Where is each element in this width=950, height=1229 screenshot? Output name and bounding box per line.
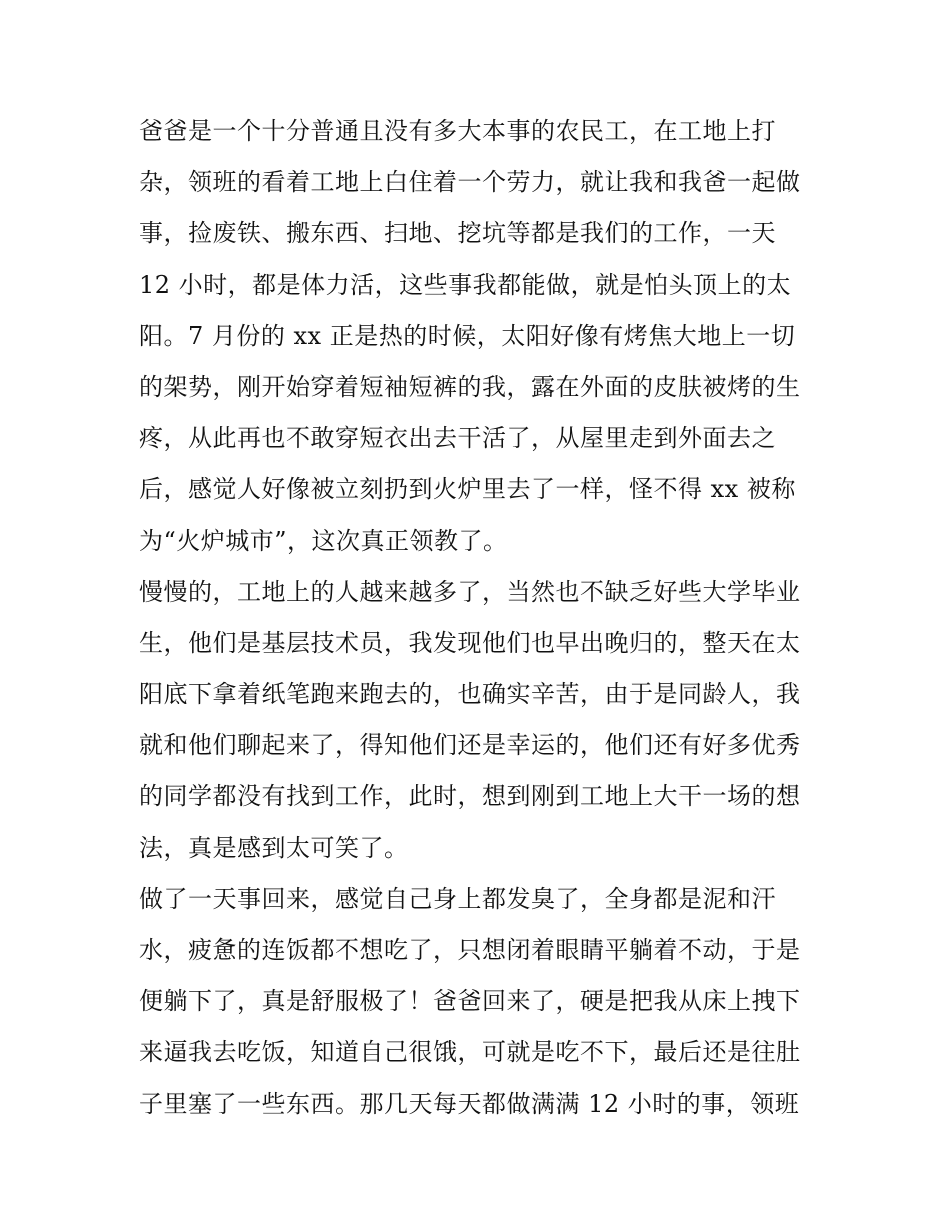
text-line: 就和他们聊起来了，得知他们还是幸运的，他们还有好多优秀	[139, 731, 801, 760]
text-line: 阳底下拿着纸笔跑来跑去的，也确实辛苦，由于是同龄人，我	[139, 680, 801, 709]
document-body	[139, 106, 819, 1130]
text-line: 慢慢的，工地上的人越来越多了，当然也不缺乏好些大学毕业	[139, 577, 801, 606]
text-line: 的架势，刚开始穿着短袖短裤的我，露在外面的皮肤被烤的生	[139, 372, 801, 401]
text-line: 的同学都没有找到工作，此时，想到刚到工地上大干一场的想	[139, 782, 801, 811]
text-line: 便躺下了，真是舒服极了！爸爸回来了，硬是把我从床上拽下	[139, 987, 801, 1016]
text-line: 来逼我去吃饭，知道自己很饿，可就是吃不下，最后还是往肚	[139, 1038, 801, 1067]
paragraph-1	[139, 106, 819, 567]
text-line: 为“火炉城市”，这次真正领教了。	[139, 526, 508, 555]
text-line: 阳。7 月份的 xx 正是热的时候，太阳好像有烤焦大地上一切	[139, 321, 796, 350]
text-line: 子里塞了一些东西。那几天每天都做满满 12 小时的事，领班	[139, 1089, 800, 1118]
text-line: 做了一天事回来，感觉自己身上都发臭了，全身都是泥和汗	[139, 884, 776, 913]
text-line: 爸爸是一个十分普通且没有多大本事的农民工，在工地上打	[139, 117, 776, 145]
text-line: 疼，从此再也不敢穿短衣出去干活了，从屋里走到外面去之	[139, 424, 776, 453]
text-line: 事，捡废铁、搬东西、扫地、挖坑等都是我们的工作，一天	[139, 219, 776, 248]
text-line: 12 小时，都是体力活，这些事我都能做，就是怕头顶上的太	[139, 270, 792, 299]
text-line: 后，感觉人好像被立刻扔到火炉里去了一样，怪不得 xx 被称	[139, 475, 796, 504]
text-line: 杂，领班的看着工地上白住着一个劳力，就让我和我爸一起做	[139, 168, 801, 197]
paragraph-2	[139, 567, 819, 874]
text-line: 法，真是感到太可笑了。	[139, 833, 409, 862]
paragraph-3	[139, 874, 819, 1130]
text-line: 水，疲惫的连饭都不想吃了，只想闭着眼睛平躺着不动，于是	[139, 936, 801, 964]
text-line: 生，他们是基层技术员，我发现他们也早出晚归的，整天在太	[139, 628, 801, 657]
